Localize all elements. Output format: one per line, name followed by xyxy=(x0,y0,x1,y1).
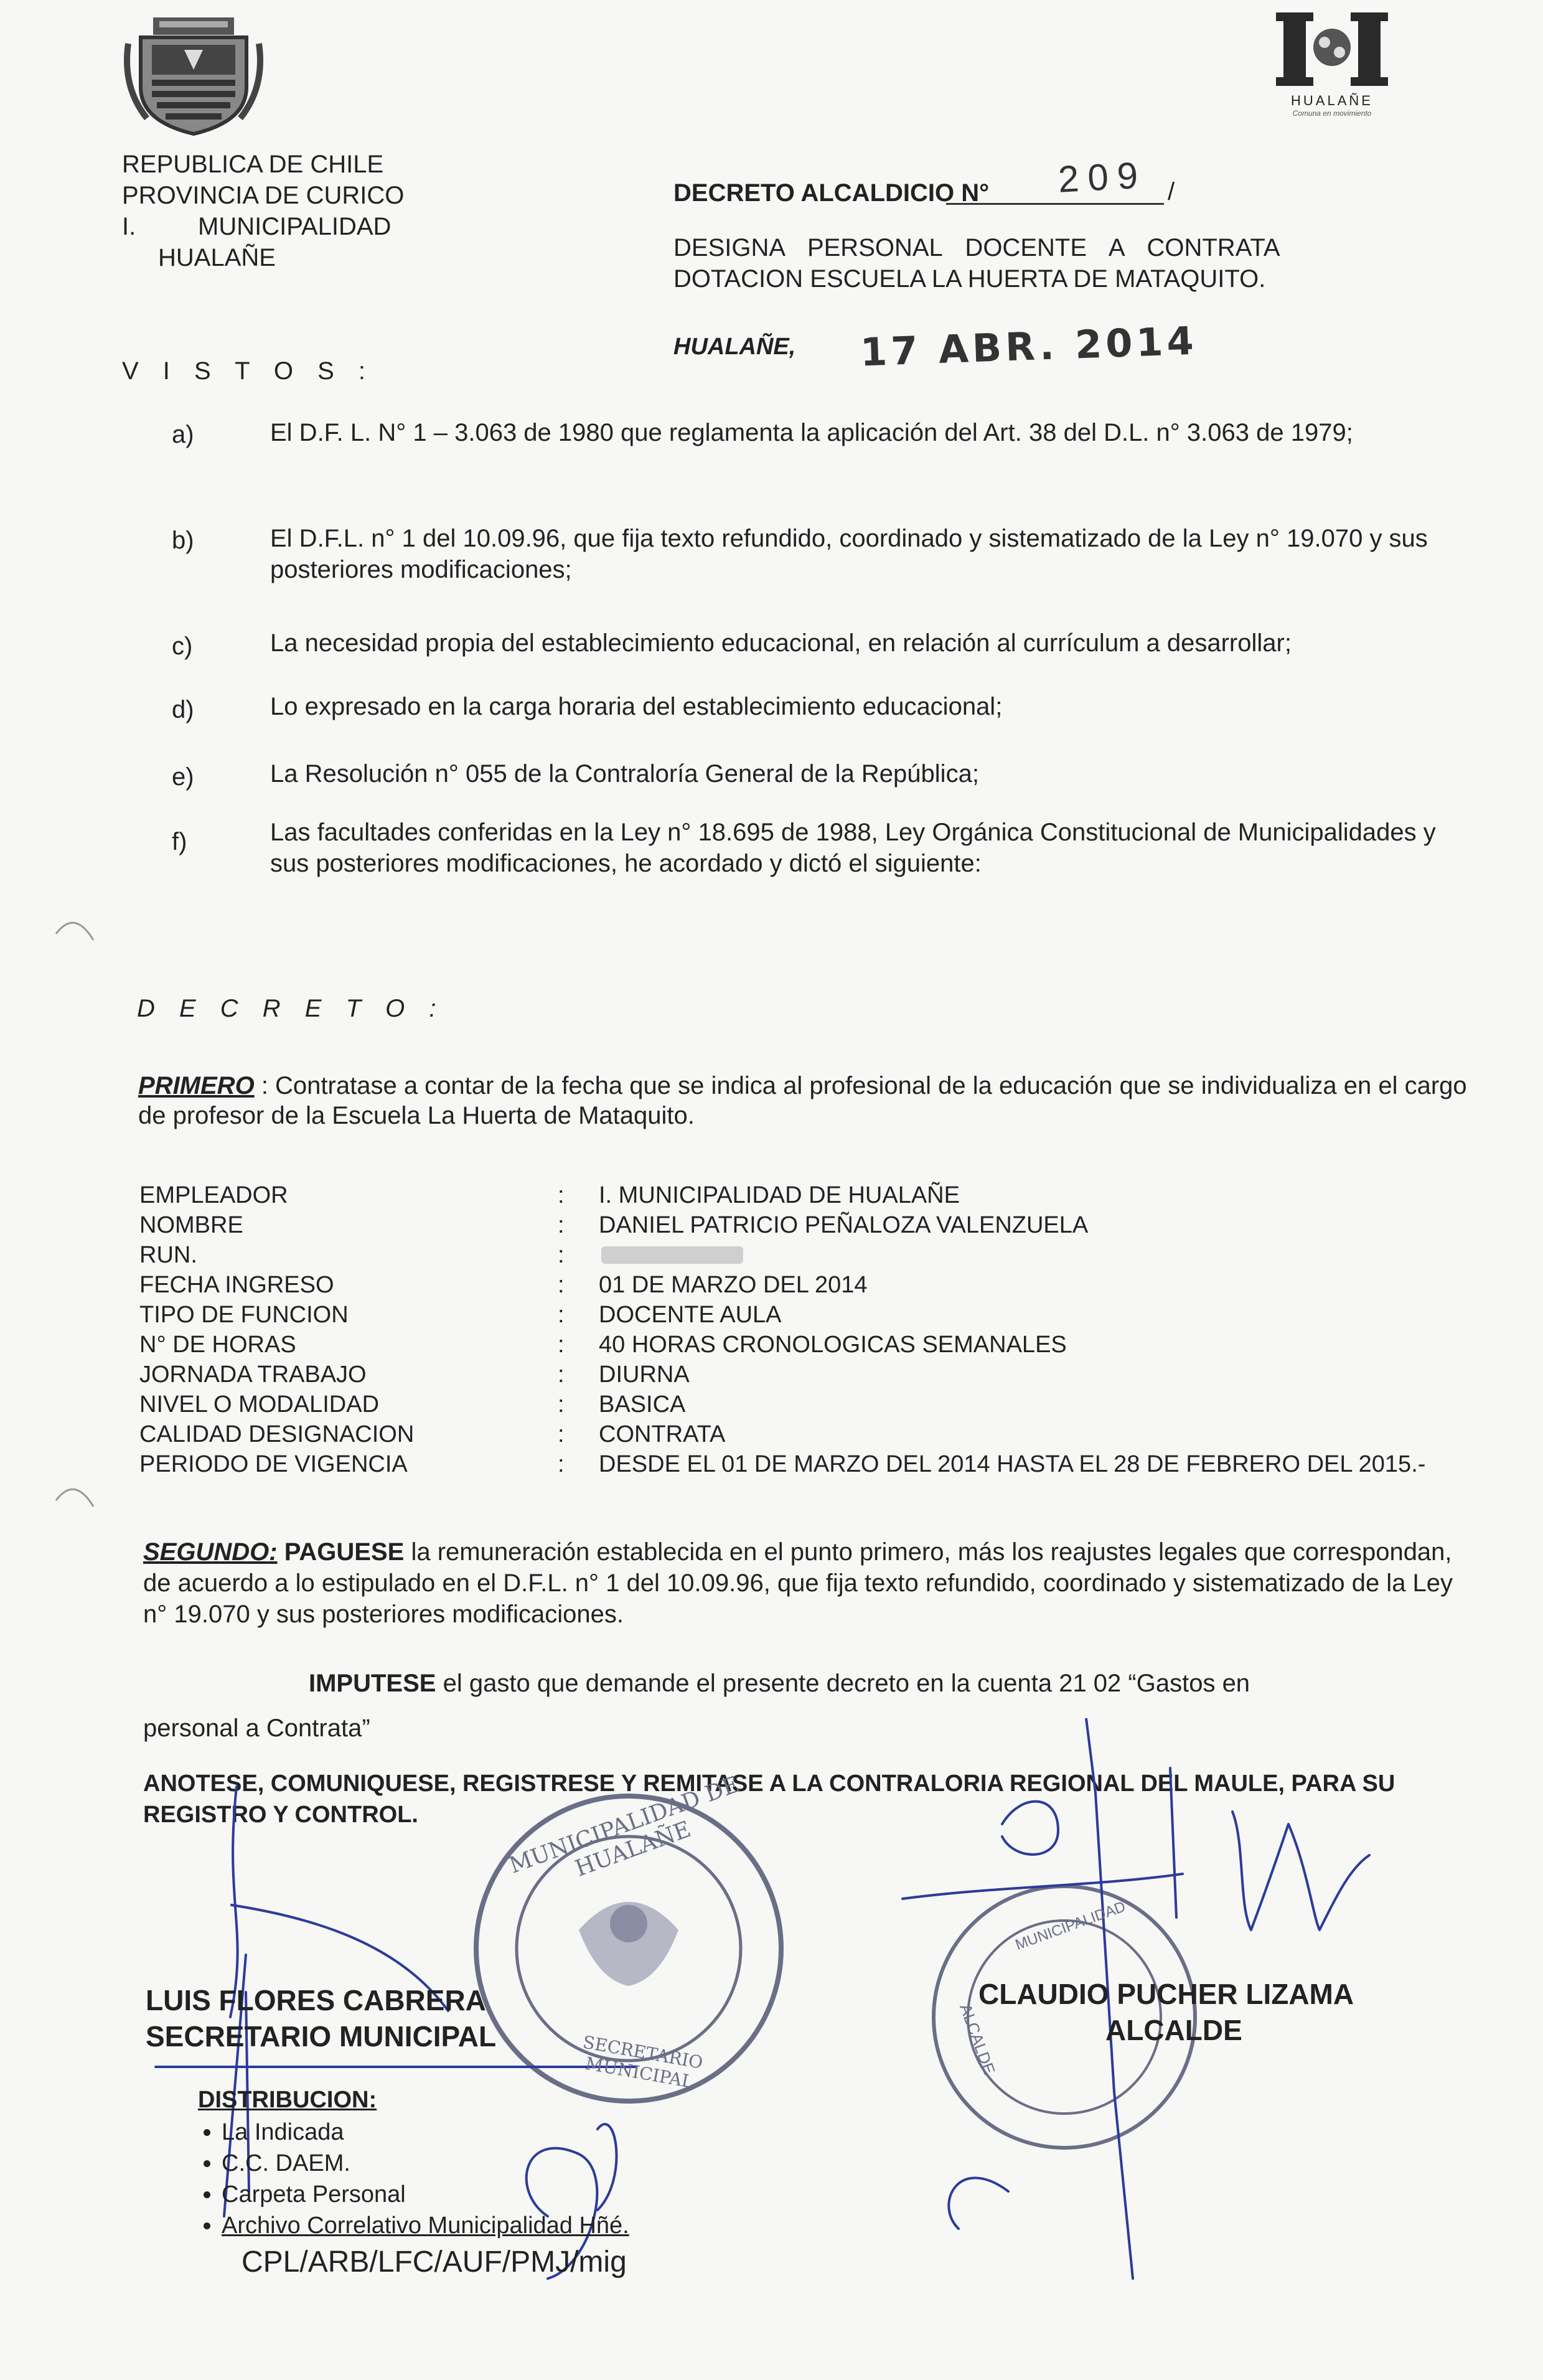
field-label: JORNADA TRABAJO xyxy=(139,1362,367,1388)
segundo-text: la remuneración establecida en el punto primero, más los reajustes legales que correspondan, de acuerdo a lo estipulado en el D.F.L. n° 1 del 10.09.96, que fija texto refundido, coordinado y sistematizado de la Ley n° 19.070 y sus posteriores modificaciones. xyxy=(143,1538,1453,1628)
segundo-bold: PAGUESE xyxy=(284,1538,405,1566)
field-colon: : xyxy=(558,1451,565,1477)
field-label: NIVEL O MODALIDAD xyxy=(139,1391,380,1418)
decree-label: DECRETO ALCALDICIO N° xyxy=(673,179,990,207)
margin-marks xyxy=(50,872,100,1556)
field-colon: : xyxy=(558,1391,565,1418)
field-label: RUN. xyxy=(139,1242,197,1268)
segundo-label: SEGUNDO: xyxy=(143,1538,278,1566)
stamp-right-bottom: ALCALDE xyxy=(956,2001,999,2077)
list-item: • C.C. DAEM. xyxy=(222,2148,629,2179)
decree-number-slash: / xyxy=(1168,178,1175,205)
decreto-title: D E C R E T O : xyxy=(137,995,445,1022)
field-value: DESDE EL 01 DE MARZO DEL 2014 HASTA EL 28 DE FEBRERO DEL 2015.- xyxy=(599,1451,1426,1477)
right-signer-title: ALCALDE xyxy=(1105,2014,1242,2046)
segundo-paragraph xyxy=(143,1536,1469,1630)
decree-number: 209 xyxy=(1057,154,1148,200)
field-colon: : xyxy=(558,1242,565,1268)
imputese-bold: IMPUTESE xyxy=(309,1670,436,1697)
visto-text-c: La necesidad propia del establecimiento educacional, en relación al currículum a desarrollar; xyxy=(270,629,1292,657)
field-colon: : xyxy=(558,1212,565,1238)
list-item: • Archivo Correlativo Municipalidad Hñé. xyxy=(222,2210,629,2241)
redacted-run xyxy=(601,1246,743,1264)
visto-letter-c: c) xyxy=(172,633,193,660)
visto-text-a: El D.F. L. N° 1 – 3.063 de 1980 que reglamenta la aplicación del Art. 38 del D.L. n° 3.063 de 1979; xyxy=(270,419,1353,446)
visto-letter-d: d) xyxy=(172,696,194,723)
field-label: TIPO DE FUNCION xyxy=(139,1302,349,1328)
visto-letter-f: f) xyxy=(172,828,187,855)
date-stamp: 17 ABR. 2014 xyxy=(859,317,1198,375)
field-colon: : xyxy=(558,1182,565,1208)
province-line: PROVINCIA DE CURICO xyxy=(122,182,405,209)
field-value: DIURNA xyxy=(599,1362,690,1388)
visto-text-b: El D.F.L. n° 1 del 10.09.96, que fija texto refundido, coordinado y sistematizado de la Ley n° 19.070 y sus posteriores modificaciones; xyxy=(270,525,1428,583)
field-label: FECHA INGRESO xyxy=(139,1272,334,1298)
distribucion-initials: CPL/ARB/LFC/AUF/PMJ/mig xyxy=(242,2246,627,2279)
primero-label: PRIMERO xyxy=(138,1072,255,1099)
field-label: NOMBRE xyxy=(139,1212,243,1238)
right-signer-name: CLAUDIO PUCHER LIZAMA xyxy=(978,1978,1354,2010)
left-signer-name: LUIS FLORES CABRERA xyxy=(146,1984,486,2016)
pen-stroke-right-flourish xyxy=(1170,1768,1369,1930)
field-value: CONTRATA xyxy=(599,1421,726,1447)
country-line: REPUBLICA DE CHILE xyxy=(122,151,384,178)
municipality-line: MUNICIPALIDAD xyxy=(198,213,392,240)
list-item: • Carpeta Personal xyxy=(222,2179,629,2210)
field-label: N° DE HORAS xyxy=(139,1332,296,1358)
field-colon: : xyxy=(558,1421,565,1447)
field-label: EMPLEADOR xyxy=(139,1182,288,1208)
imputese-text-1: el gasto que demande el presente decreto en la cuenta 21 02 “Gastos en xyxy=(443,1670,1250,1697)
field-value: DANIEL PATRICIO PEÑALOZA VALENZUELA xyxy=(599,1212,1089,1238)
municipal-crest xyxy=(122,12,265,137)
field-colon: : xyxy=(558,1332,565,1358)
imputese-line-2: personal a Contrata” xyxy=(143,1714,370,1742)
visto-text-d: Lo expresado en la carga horaria del establecimiento educacional; xyxy=(270,693,1003,720)
primero-text: : Contratase a contar de la fecha que se indica al profesional de la educación que se individualiza en el cargo de profesor de la Escuela La Huerta de Mataquito. xyxy=(138,1072,1467,1129)
subject-line-1: DESIGNA PERSONAL DOCENTE A CONTRATA xyxy=(673,234,1280,261)
hualane-logo xyxy=(1270,6,1394,131)
municipality-prefix: I. xyxy=(122,213,136,240)
left-signer-title: SECRETARIO MUNICIPAL xyxy=(146,2020,497,2053)
field-value: BASICA xyxy=(599,1391,686,1418)
field-label: CALIDAD DESIGNACION xyxy=(139,1421,415,1447)
field-value: DOCENTE AULA xyxy=(599,1302,782,1328)
field-colon: : xyxy=(558,1272,565,1298)
decree-number-line xyxy=(946,203,1164,205)
visto-letter-e: e) xyxy=(172,763,194,791)
stamp-left-text: MUNICIPALIDAD DE HUALAÑE xyxy=(505,1771,743,1882)
list-item: • La Indicada xyxy=(222,2117,629,2148)
commune-line: HUALAÑE xyxy=(158,244,276,271)
visto-letter-a: a) xyxy=(172,421,194,448)
distribucion-title: DISTRIBUCION: xyxy=(198,2087,377,2113)
field-colon: : xyxy=(558,1362,565,1388)
stamp-right-text: MUNICIPALIDAD xyxy=(1013,1898,1128,1954)
visto-letter-b: b) xyxy=(172,527,194,554)
field-label: PERIODO DE VIGENCIA xyxy=(139,1451,408,1477)
subject-line-2: DOTACION ESCUELA LA HUERTA DE MATAQUITO. xyxy=(673,265,1266,293)
anotese-paragraph: ANOTESE, COMUNIQUESE, REGISTRESE Y REMITASE A LA CONTRALORIA REGIONAL DEL MAULE, PARA SU REGISTRO Y CONTROL. xyxy=(143,1771,1395,1828)
visto-text-e: La Resolución n° 055 de la Contraloría General de la República; xyxy=(270,760,979,788)
logo-tagline: Comuna en movimiento xyxy=(1292,109,1372,118)
field-colon: : xyxy=(558,1302,565,1328)
distribucion-list xyxy=(193,2117,629,2241)
place-label: HUALAÑE, xyxy=(673,334,796,360)
logo-brand: HUALAÑE xyxy=(1291,93,1373,108)
field-value: I. MUNICIPALIDAD DE HUALAÑE xyxy=(599,1182,960,1208)
primero-paragraph xyxy=(138,1071,1470,1131)
vistos-title: V I S T O S : xyxy=(122,357,375,385)
stamp-left-bottom: SECRETARIO MUNICIPAL xyxy=(581,2031,705,2092)
field-value: 40 HORAS CRONOLOGICAS SEMANALES xyxy=(599,1332,1067,1358)
visto-text-f: Las facultades conferidas en la Ley n° 18.695 de 1988, Ley Orgánica Constitucional de Municipalidades y sus posteriores modificaciones, he acordado y dictó el siguiente: xyxy=(270,819,1436,877)
imputese-line-1 xyxy=(309,1668,1470,1698)
field-value: 01 DE MARZO DEL 2014 xyxy=(599,1272,868,1298)
